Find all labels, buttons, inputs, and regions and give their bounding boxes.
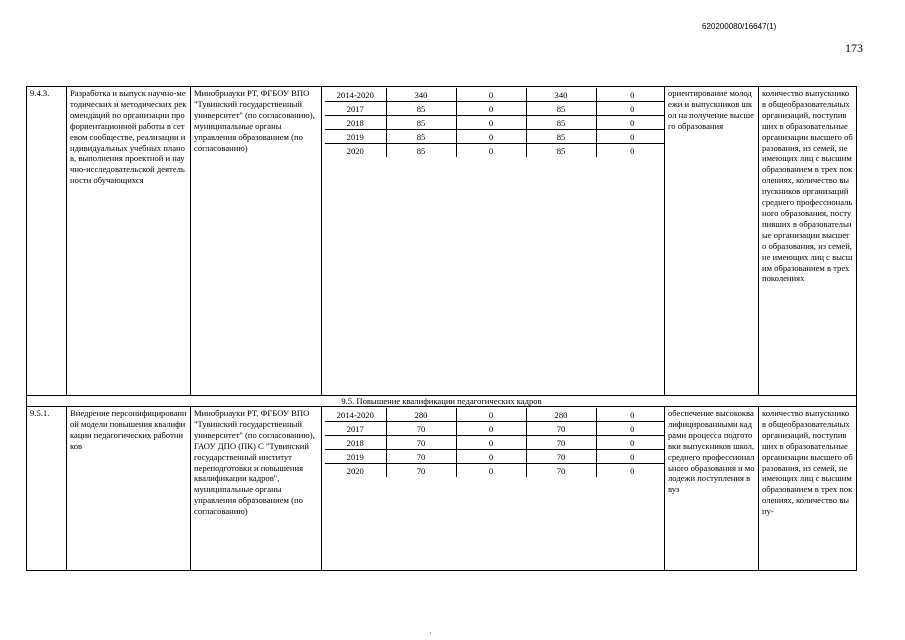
finance-other: 0	[596, 422, 665, 436]
finance-regional: 70	[526, 464, 596, 478]
finance-federal: 0	[456, 144, 526, 158]
finance-federal: 0	[456, 464, 526, 478]
table-row	[27, 407, 857, 571]
finance-total: 70	[386, 422, 456, 436]
finance-regional: 280	[526, 408, 596, 422]
finance-row	[325, 408, 665, 422]
finance-year: 2018	[325, 116, 386, 130]
finance-federal: 0	[456, 436, 526, 450]
finance-other: 0	[596, 436, 665, 450]
finance-row	[325, 436, 665, 450]
finance-year: 2020	[325, 464, 386, 478]
table-row	[27, 87, 857, 396]
finance-table	[325, 408, 665, 477]
finance-row	[325, 450, 665, 464]
finance-other: 0	[596, 102, 665, 116]
finance-total: 340	[386, 88, 456, 102]
finance-row	[325, 102, 665, 116]
finance-year: 2014-2020	[325, 88, 386, 102]
scan-mark: ·	[429, 629, 432, 638]
finance-year: 2019	[325, 450, 386, 464]
finance-year: 2018	[325, 436, 386, 450]
finance-row	[325, 130, 665, 144]
finance-table	[325, 88, 665, 157]
finance-other: 0	[596, 130, 665, 144]
executor: Минобрнауки РТ, ФГБОУ ВПО "Тувинский государственный университет" (по согласованию), муниципальные органы управления образованием (по согласованию)	[191, 87, 322, 396]
finance-federal: 0	[456, 422, 526, 436]
document-id: 620200080/16647(1)	[702, 22, 777, 31]
row-number: 9.4.3.	[27, 87, 67, 396]
finance-federal: 0	[456, 88, 526, 102]
finance-total: 280	[386, 408, 456, 422]
finance-year: 2020	[325, 144, 386, 158]
finance-regional: 85	[526, 130, 596, 144]
finance-year: 2014-2020	[325, 408, 386, 422]
finance-regional: 85	[526, 116, 596, 130]
measure-name: Внедрение персонифицированной модели повышения квалификации педагогических работников	[67, 407, 191, 571]
finance-regional: 340	[526, 88, 596, 102]
finance-federal: 0	[456, 116, 526, 130]
finance-federal: 0	[456, 102, 526, 116]
finance-other: 0	[596, 408, 665, 422]
finance-row	[325, 422, 665, 436]
finance-regional: 70	[526, 450, 596, 464]
finance-regional: 70	[526, 436, 596, 450]
finance-row	[325, 116, 665, 130]
finance-regional: 70	[526, 422, 596, 436]
finance-total: 70	[386, 436, 456, 450]
section-row	[27, 396, 857, 407]
finance-federal: 0	[456, 450, 526, 464]
finance-total: 85	[386, 102, 456, 116]
finance-other: 0	[596, 116, 665, 130]
finance-total: 70	[386, 464, 456, 478]
row-number: 9.5.1.	[27, 407, 67, 571]
expected-result: ориентирование молодежи и выпускников школ на получение высшего образования	[665, 87, 759, 396]
finance-year: 2017	[325, 102, 386, 116]
finance-row	[325, 144, 665, 158]
finance-federal: 0	[456, 130, 526, 144]
target-indicator: количество выпускников общеобразовательных организаций, поступивших в образовательные организации высшего образования, из семей, не имеющих лиц с высшим образованием в трех поколениях, количество выпу-	[759, 407, 857, 571]
finance-regional: 85	[526, 144, 596, 158]
finance-total: 85	[386, 144, 456, 158]
measure-name: Разработка и выпуск научно-методических и методических рекомендаций по организации профориентационной работы в сетевом сообществе, реализации индивидуальных учебных планов, выполнения проектной и научно-исследовательской деятельности обучающихся	[67, 87, 191, 396]
finance-cell	[322, 87, 665, 396]
program-table	[26, 86, 857, 571]
section-title: 9.5. Повышение квалификации педагогических кадров	[27, 396, 857, 407]
finance-other: 0	[596, 450, 665, 464]
target-indicator: количество выпускников общеобразовательных организаций, поступивших в образовательные организации высшего образования, из семей, не имеющих лиц с высшим образованием в трех поколениях, количество выпускников организаций среднего профессионального образования, поступивших в образовательные организации высшего образования, из семей, не имеющих лиц с высшим образованием в трех поколениях	[759, 87, 857, 396]
finance-federal: 0	[456, 408, 526, 422]
finance-total: 85	[386, 130, 456, 144]
finance-total: 85	[386, 116, 456, 130]
finance-year: 2019	[325, 130, 386, 144]
expected-result: обеспечение высококвалифицированными кадрами процесса подготовки выпускников школ, среднего профессионального образования и молодежи поступления в вуз	[665, 407, 759, 571]
page-number: 173	[845, 41, 863, 55]
finance-other: 0	[596, 144, 665, 158]
finance-regional: 85	[526, 102, 596, 116]
executor: Минобрнауки РТ, ФГБОУ ВПО "Тувинский государственный университет" (по согласованию), ГАОУ ДПО (ПК) С "Тувинский государственный институт переподготовки и повышения квалификации кадров", муниципальные органы управления образованием (по согласованию)	[191, 407, 322, 571]
finance-year: 2017	[325, 422, 386, 436]
finance-row	[325, 464, 665, 478]
finance-total: 70	[386, 450, 456, 464]
finance-row	[325, 88, 665, 102]
finance-cell	[322, 407, 665, 571]
finance-other: 0	[596, 88, 665, 102]
finance-other: 0	[596, 464, 665, 478]
